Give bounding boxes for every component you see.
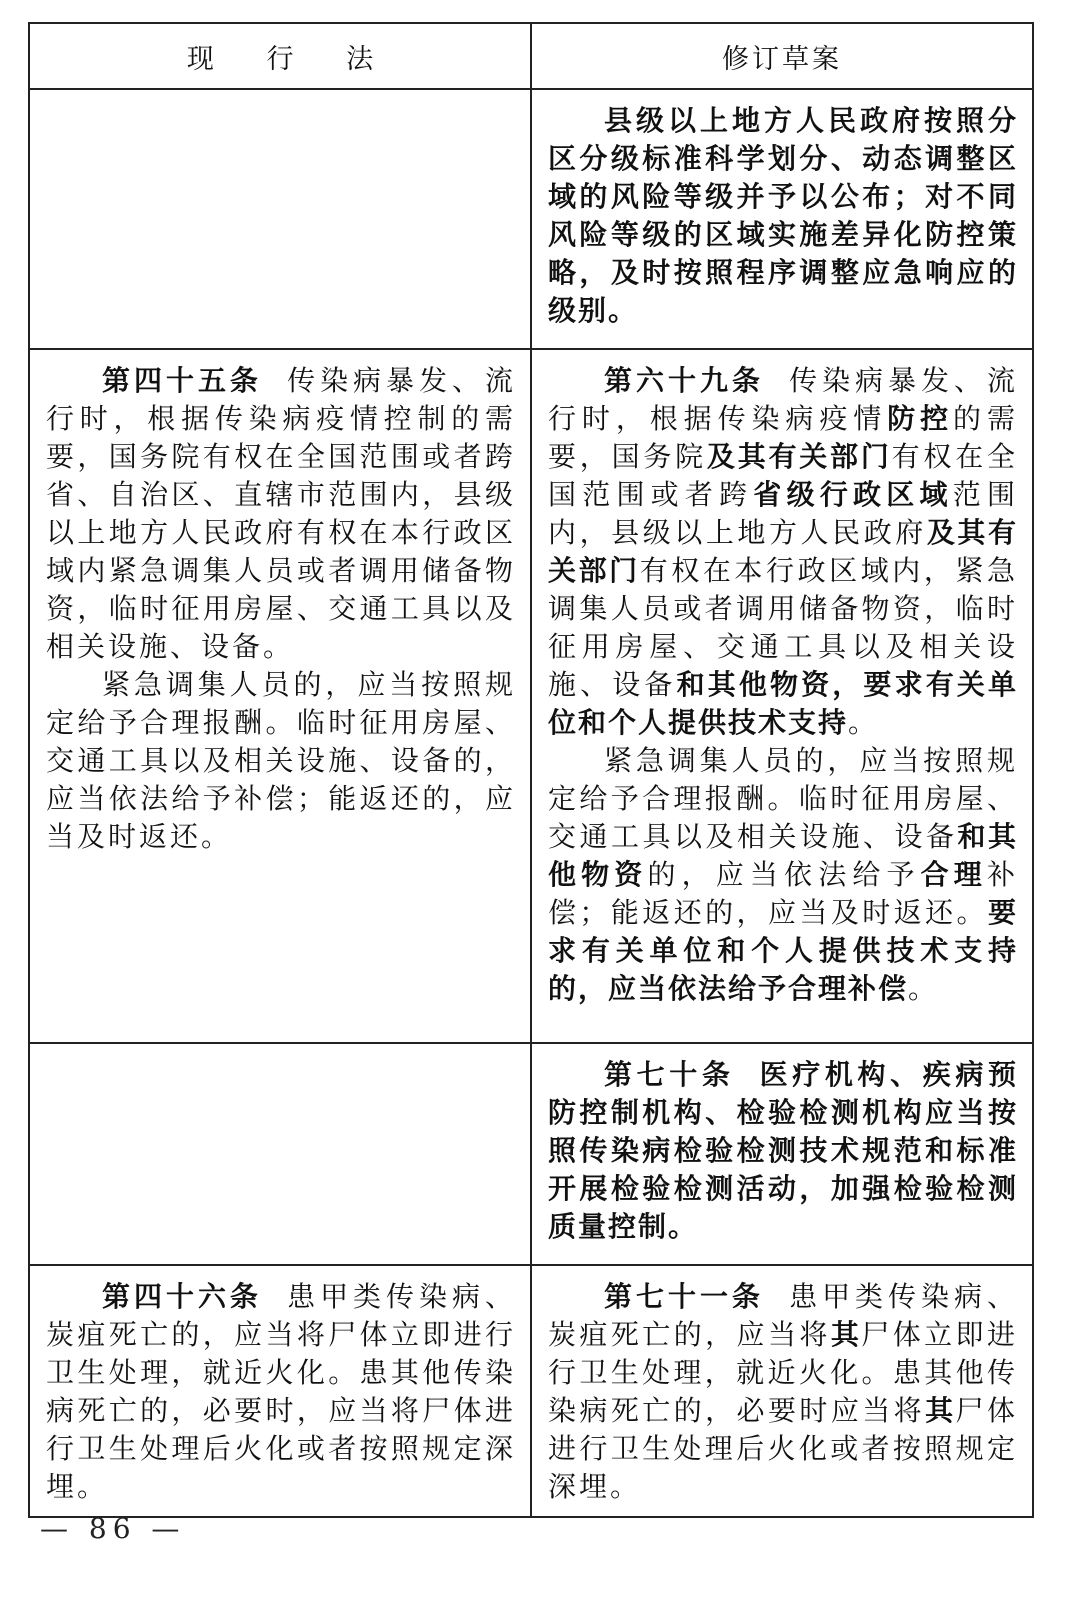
page-number: — 86 —: [40, 1512, 186, 1545]
header-revised-draft-label: 修订草案: [722, 43, 842, 75]
text-run: 传染病暴发、流行时，根据传染病疫情: [548, 364, 1018, 435]
text-run: 紧急调集人员的，应当按照规定给予合理报酬。临时征用房屋、交通工具以及相关设施、设备的，应当依法给予补偿；能返还的，应当及时返还。: [46, 668, 516, 853]
text-run: 防控: [887, 402, 954, 435]
article-number: 第六十九条: [604, 364, 764, 397]
paragraph: [46, 1278, 516, 1506]
text-run: 。: [908, 972, 940, 1005]
cell-revised: [531, 1043, 1033, 1265]
paragraph: [548, 742, 1018, 1008]
article-number: 第七十条: [604, 1058, 735, 1091]
text-run: 紧急调集人员的，应当按照规定给予合理报酬。临时征用房屋、交通工具以及相关设施、设备: [548, 744, 1018, 853]
article-number: 第四十六条: [102, 1280, 262, 1313]
text-run: 尸体进行卫生处理后火化或者按照规定深埋。: [548, 1394, 1018, 1503]
text-run: 及其有关部门: [706, 440, 892, 473]
text-run: 和其他物资，要求有关单位和个人提供技术支持: [548, 668, 1018, 739]
text-run: 其: [830, 1318, 862, 1351]
text-run: 和其他物资: [548, 820, 1018, 891]
header-revised-draft: [531, 23, 1033, 89]
text-run: 的，应当依法给予: [647, 858, 921, 891]
text-run: 的需要，国务院: [548, 402, 1018, 473]
comparison-table: [28, 22, 1034, 1518]
cell-revised: [531, 1265, 1033, 1517]
text-run: 尸体立即进行卫生处理，就近火化。患其他传染病死亡的，必要时应当将: [548, 1318, 1018, 1427]
text-run: 。: [848, 706, 880, 739]
text-run: 其: [925, 1394, 956, 1427]
text-run: 传染病暴发、流行时，根据传染病疫情控制的需要，国务院有权在全国范围或者跨省、自治区、直辖市范围内，县级以上地方人民政府有权在本行政区域内紧急调集人员或者调用储备物资，临时征用房屋、交通工具以及相关设施、设备。: [46, 364, 516, 663]
header-current-law-label: 现 行 法: [186, 43, 396, 75]
cell-current: [29, 1043, 531, 1265]
paragraph: [46, 666, 516, 856]
text-run: 有权在全国范围或者跨: [548, 440, 1018, 511]
paragraph: [548, 362, 1018, 742]
cell-current: [29, 1265, 531, 1517]
text-run: 省级行政区域: [753, 478, 953, 511]
article-number: 第七十一条: [604, 1280, 764, 1313]
text-run: 患甲类传染病、炭疽死亡的，应当将: [548, 1280, 1018, 1351]
cell-revised: [531, 89, 1033, 349]
table-header-row: [29, 23, 1033, 89]
paragraph: [46, 362, 516, 666]
article-number: 第四十五条: [102, 364, 262, 397]
cell-current: [29, 349, 531, 1043]
text-run: 县级以上地方人民政府按照分区分级标准科学划分、动态调整区域的风险等级并予以公布；对不同风险等级的区域实施差异化防控策略，及时按照程序调整应急响应的级别。: [548, 104, 1018, 327]
text-run: 及其有关部门: [548, 516, 1018, 587]
header-current-law: [29, 23, 531, 89]
text-run: 要求有关单位和个人提供技术支持的，应当依法给予合理补偿: [548, 896, 1018, 1005]
text-run: 范围内，县级以上地方人民政府: [548, 478, 1018, 549]
cell-revised: [531, 349, 1033, 1043]
text-run: 医疗机构、疾病预防控制机构、检验检测机构应当按照传染病检验检测技术规范和标准开展检验检测活动，加强检验检测质量控制。: [548, 1058, 1018, 1243]
paragraph: [548, 1056, 1018, 1246]
text-run: 合理: [920, 858, 987, 891]
cell-current: [29, 89, 531, 349]
table-row: [29, 349, 1033, 1043]
paragraph: [548, 102, 1018, 330]
table-row: [29, 1265, 1033, 1517]
text-run: 补偿；能返还的，应当及时返还。: [548, 858, 1018, 929]
table-row: [29, 1043, 1033, 1265]
table-row: [29, 89, 1033, 349]
text-run: 患甲类传染病、炭疽死亡的，应当将尸体立即进行卫生处理，就近火化。患其他传染病死亡的，必要时，应当将尸体进行卫生处理后火化或者按照规定深埋。: [46, 1280, 516, 1503]
paragraph: [548, 1278, 1018, 1506]
text-run: 有权在本行政区域内，紧急调集人员或者调用储备物资，临时征用房屋、交通工具以及相关设施、设备: [548, 554, 1018, 701]
